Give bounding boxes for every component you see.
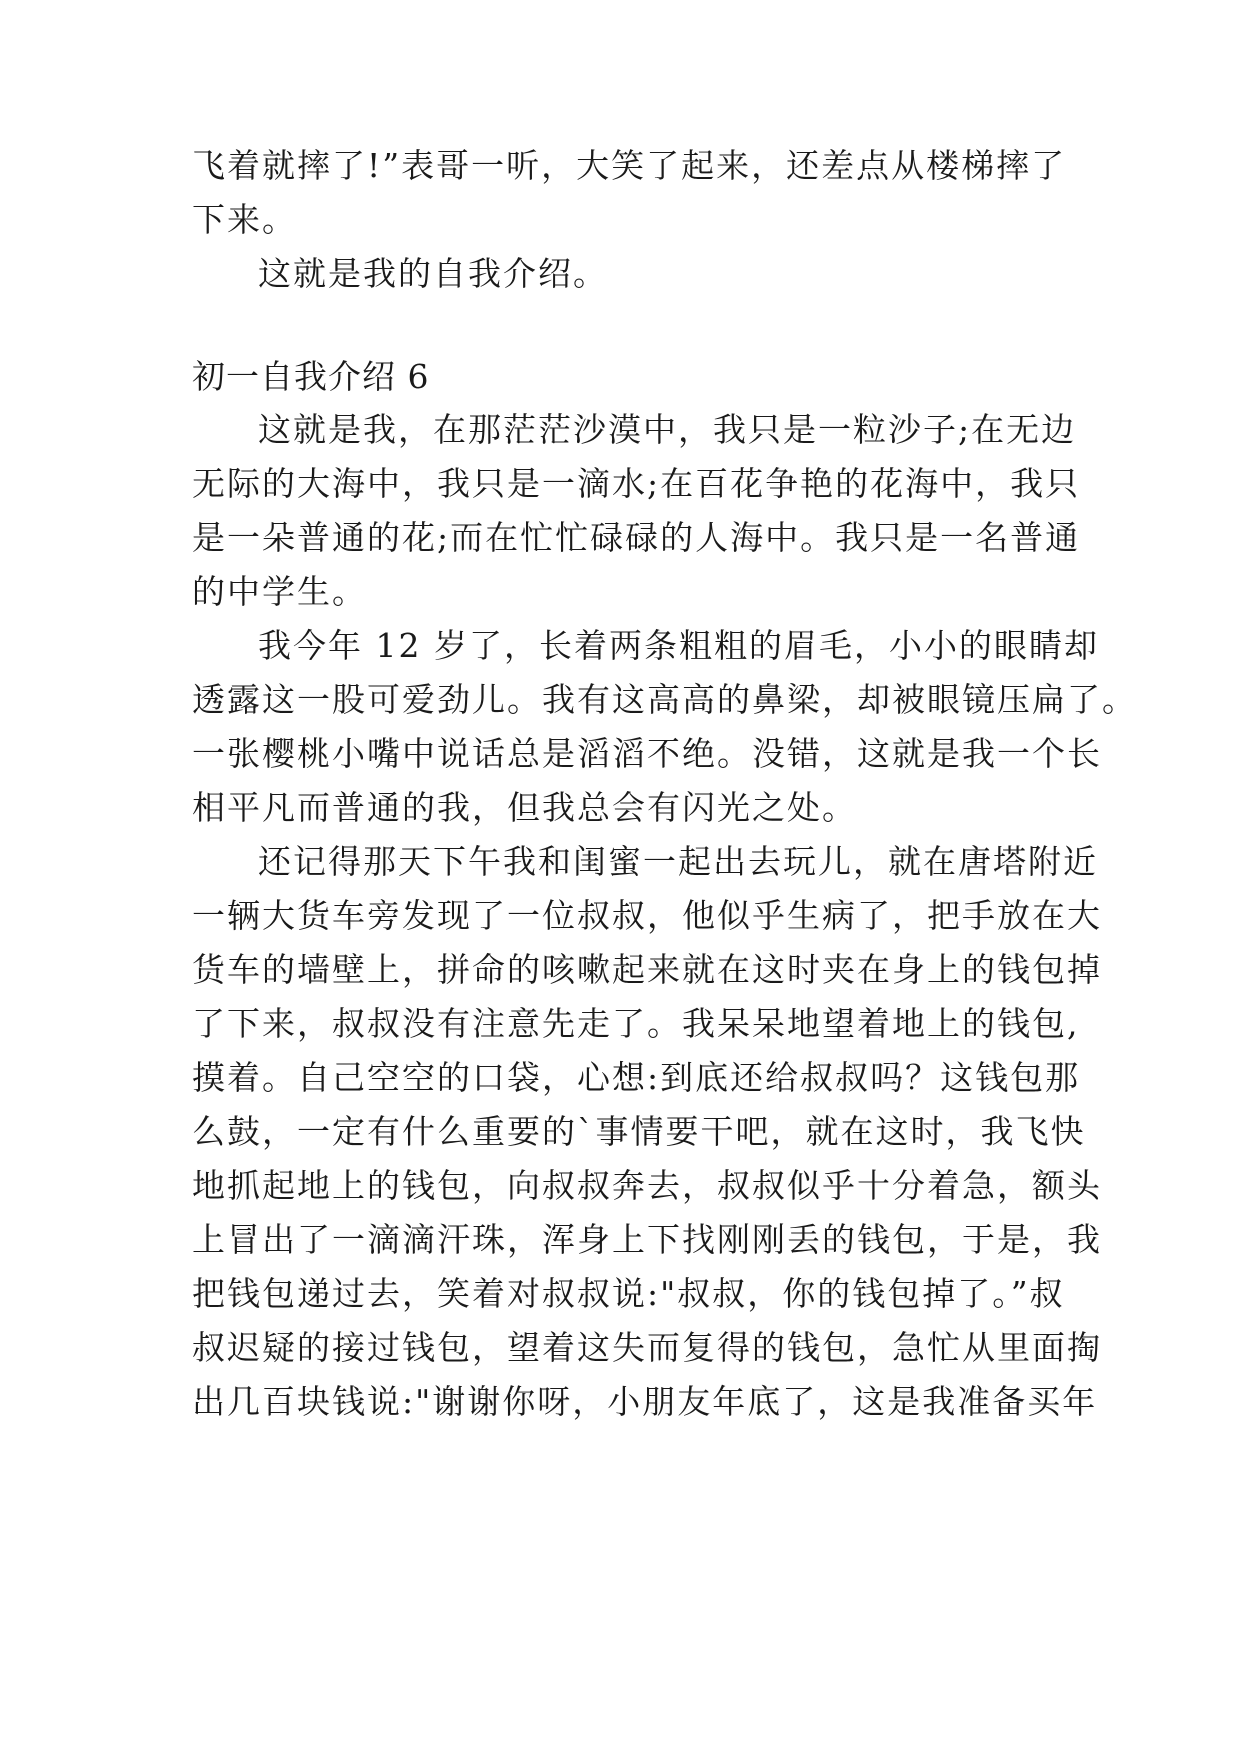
text-line: 我今年 12 岁了，长着两条粗粗的眉毛，小小的眼睛却 bbox=[258, 626, 1099, 665]
text-line: 下来。 bbox=[192, 200, 297, 239]
text-line: 货车的墙壁上，拼命的咳嗽起来就在这时夹在身上的钱包掉 bbox=[192, 950, 1102, 989]
text-line: 一张樱桃小嘴中说话总是滔滔不绝。没错，这就是我一个长 bbox=[192, 734, 1102, 773]
text-line: 这就是我的自我介绍。 bbox=[258, 254, 608, 293]
text-line: 无际的大海中，我只是一滴水;在百花争艳的花海中，我只 bbox=[192, 464, 1081, 503]
section-heading: 初一自我介绍 6 bbox=[192, 357, 430, 396]
text-line: 这就是我，在那茫茫沙漠中，我只是一粒沙子;在无边 bbox=[258, 410, 1077, 449]
text-line: 把钱包递过去，笑着对叔叔说:"叔叔，你的钱包掉了。”叔 bbox=[192, 1274, 1065, 1313]
text-line: 透露这一股可爱劲儿。我有这高高的鼻梁，却被眼镜压扁了。 bbox=[192, 680, 1137, 719]
text-line: 飞着就摔了!”表哥一听，大笑了起来，还差点从楼梯摔了 bbox=[192, 146, 1067, 185]
text-line: 一辆大货车旁发现了一位叔叔，他似乎生病了，把手放在大 bbox=[192, 896, 1102, 935]
text-line: 还记得那天下午我和闺蜜一起出去玩儿，就在唐塔附近 bbox=[258, 842, 1098, 881]
text-line: 是一朵普通的花;而在忙忙碌碌的人海中。我只是一名普通 bbox=[192, 518, 1081, 557]
text-line: 了下来，叔叔没有注意先走了。我呆呆地望着地上的钱包, bbox=[192, 1004, 1080, 1043]
text-line: 的中学生。 bbox=[192, 572, 367, 611]
text-line: 么鼓，一定有什么重要的`事情要干吧，就在这时，我飞快 bbox=[192, 1112, 1086, 1151]
text-line: 摸着。自己空空的口袋，心想:到底还给叔叔吗？这钱包那 bbox=[192, 1058, 1081, 1097]
text-line: 出几百块钱说:"谢谢你呀，小朋友年底了，这是我准备买年 bbox=[192, 1382, 1098, 1421]
text-line: 上冒出了一滴滴汗珠，浑身上下找刚刚丢的钱包，于是，我 bbox=[192, 1220, 1102, 1259]
text-line: 地抓起地上的钱包，向叔叔奔去，叔叔似乎十分着急，额头 bbox=[192, 1166, 1102, 1205]
text-line: 相平凡而普通的我，但我总会有闪光之处。 bbox=[192, 788, 857, 827]
text-line: 叔迟疑的接过钱包，望着这失而复得的钱包，急忙从里面掏 bbox=[192, 1328, 1102, 1367]
